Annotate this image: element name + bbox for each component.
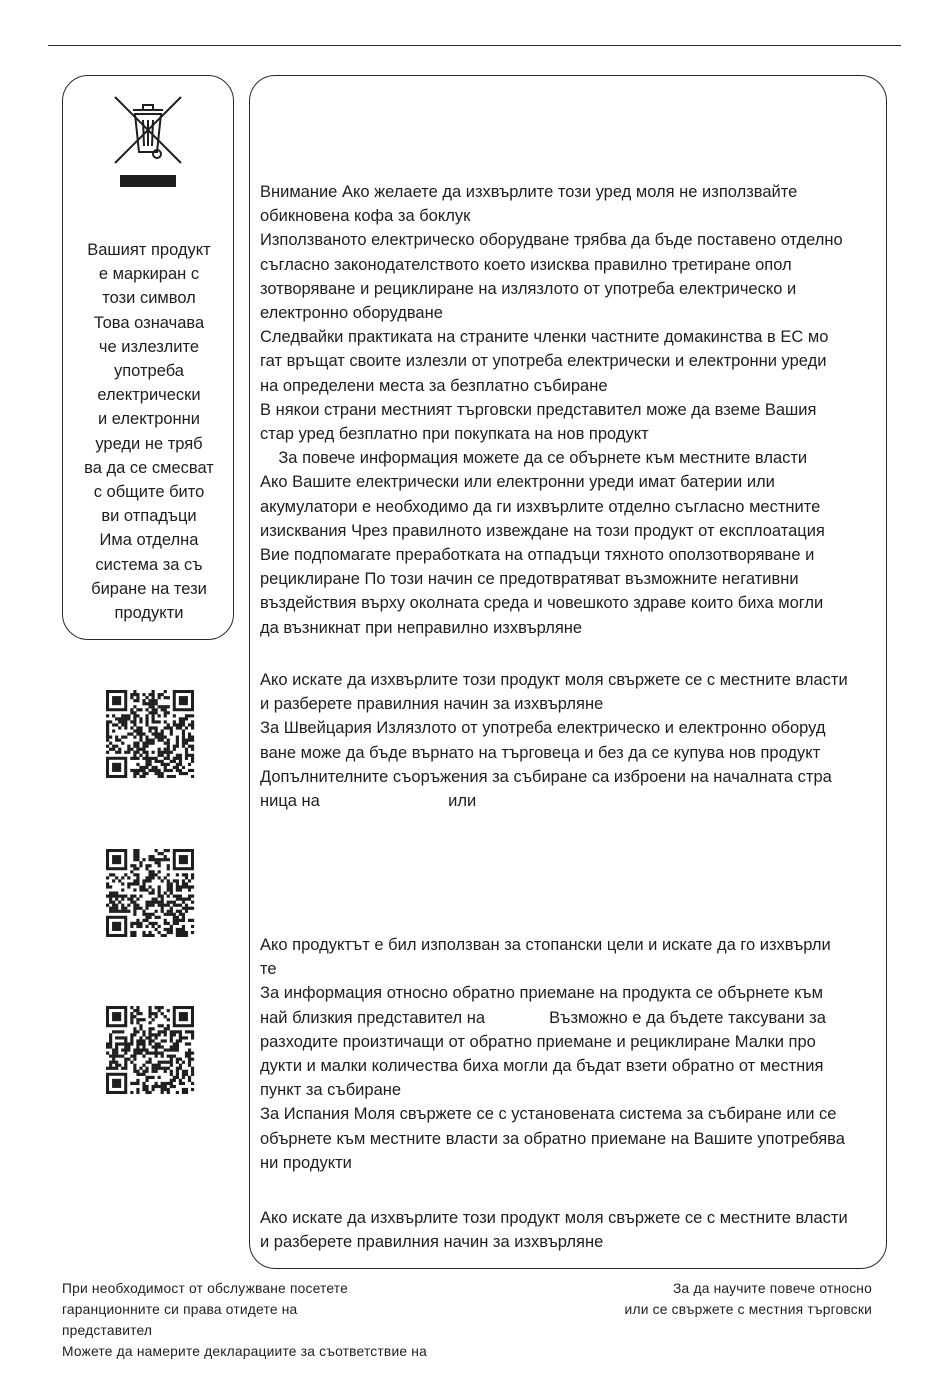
text-line: обърнете към местните власти за обратно приемане на Вашите употребява — [260, 1129, 845, 1148]
business-use-paragraph — [260, 933, 880, 1175]
text-line: рециклиране По този начин се предотвратяват възможните негативни — [260, 570, 799, 589]
text-line: зотворяване и рециклиране на излязлото от употреба електрическо и — [260, 279, 797, 298]
symbol-text-line: система за съ — [95, 555, 203, 574]
text-line: Внимание Ако желаете да изхвърлите този уред моля не използвайте — [260, 183, 798, 201]
qr-code-icon[interactable] — [106, 849, 196, 937]
symbol-text-line: продукти — [114, 604, 184, 623]
crossed-out-wheeled-bin-icon — [113, 94, 183, 166]
text-line: Използваното електрическо оборудване трябва да бъде поставено отделно — [260, 231, 843, 250]
footer-line: или се свържете с местния търговски — [624, 1302, 872, 1317]
left-info-box — [62, 75, 234, 640]
footer-line: представител — [62, 1323, 153, 1338]
footer-line: гаранционните си права отидете на — [62, 1302, 298, 1317]
text-line: За информация относно обратно приемане на продукта се обърнете към — [260, 984, 823, 1003]
symbol-text-line: че излезлите — [98, 337, 200, 356]
text-line: дукти и малки количества биха могли да бъдат взети обратно от местния — [260, 1057, 824, 1076]
text-line: въздействия върху околната среда и човешкото здраве които биха могли — [260, 594, 824, 613]
text-line: на определени места за безплатно събиране — [260, 376, 608, 395]
text-line: Ако продуктът е бил използван за стопански цели и искате да го изхвърли — [260, 936, 831, 954]
text-line: За Испания Моля свържете се с установената система за събиране или се — [260, 1105, 837, 1124]
text-line: и разберете правилния начин за изхвърляне — [260, 1233, 604, 1252]
text-line: Следвайки практиката на страните членки частните домакинства в ЕС мо — [260, 328, 829, 347]
symbol-text-line: ви отпадъци — [101, 507, 197, 526]
text-line: Допълнителните съоръжения за събиране са изброени на началната стра — [260, 767, 832, 786]
text-line: В някои страни местният търговски представител може да вземе Вашия — [260, 400, 817, 419]
symbol-explanation — [71, 238, 227, 625]
text-line: те — [260, 960, 277, 979]
text-line: Ако Вашите електрически или електронни уреди имат батерии или — [260, 473, 775, 492]
symbol-text-line: и електронни — [98, 410, 200, 429]
qr-code-icon[interactable] — [106, 690, 196, 778]
text-line: най близкия представител на Възможно е да бъдете таксувани за — [260, 1008, 826, 1027]
final-disposal-paragraph — [260, 1206, 880, 1254]
symbol-text-line: с общите бито — [93, 483, 205, 502]
footer-line: Можете да намерите декларациите за съответствие на — [62, 1344, 427, 1359]
symbol-text-line: биране на тези — [91, 579, 207, 598]
text-line: ване може да бъде върнато на търговеца и без да се купува нов продукт — [260, 743, 821, 762]
switzerland-paragraph — [260, 668, 880, 813]
footer-left-text — [62, 1278, 427, 1362]
text-line: стар уред безплатно при покупката на нов продукт — [260, 425, 649, 444]
text-line: и разберете правилния начин за изхвърляне — [260, 695, 604, 714]
symbol-text-line: ва да се смесват — [84, 458, 214, 477]
text-line: За Швейцария Излязлото от употреба електрическо и електронно оборуд — [260, 719, 826, 738]
text-line: акумулатори е необходимо да ги изхвърлите отделно съгласно местните — [260, 497, 821, 516]
disposal-warning-paragraph — [260, 180, 880, 640]
text-line: електронно оборудване — [260, 304, 443, 323]
symbol-text-line: уреди не тряб — [95, 434, 203, 453]
text-line: изисквания Чрез правилното извеждане на този продукт от експлоатация — [260, 521, 825, 540]
qr-code-icon[interactable] — [106, 1006, 196, 1094]
text-line: гат връщат своите излезли от употреба електрически и електронни уреди — [260, 352, 827, 371]
text-line: обикновена кофа за боклук — [260, 207, 471, 226]
text-line: Вие подпомагате преработката на отпадъци тяхното оползотворяване и — [260, 546, 815, 565]
footer-line: При необходимост от обслужване посетете — [62, 1281, 349, 1296]
text-line: да възникнат при неправилно изхвърляне — [260, 618, 583, 637]
symbol-text-line: Има отделна — [99, 531, 199, 550]
text-line: Ако искате да изхвърлите този продукт моля свържете се с местните власти — [260, 1209, 848, 1227]
separate-collection-bar — [120, 175, 176, 187]
symbol-text-line: Това означава — [93, 313, 205, 332]
footer-right-text — [625, 1278, 872, 1320]
text-line: съгласно законодателството което изисква правилно третиране опол — [260, 255, 792, 274]
symbol-text-line: електрически — [97, 386, 201, 405]
text-line: разходите произтичащи от обратно приемане и рециклиране Малки про — [260, 1032, 816, 1051]
text-line: ни продукти — [260, 1153, 352, 1172]
text-line: пункт за събиране — [260, 1081, 402, 1100]
text-line: ница на или — [260, 792, 477, 811]
footer-line: За да научите повече относно — [673, 1281, 872, 1296]
top-divider — [48, 45, 901, 46]
symbol-text-line: употреба — [114, 362, 184, 381]
text-line: За повече информация можете да се обърнете към местните власти — [260, 449, 808, 468]
text-line: Ако искате да изхвърлите този продукт моля свържете се с местните власти — [260, 671, 848, 689]
symbol-text-line: Вашият продукт — [87, 241, 211, 259]
symbol-text-line: този символ — [102, 289, 196, 308]
symbol-text-line: е маркиран с — [98, 265, 200, 284]
